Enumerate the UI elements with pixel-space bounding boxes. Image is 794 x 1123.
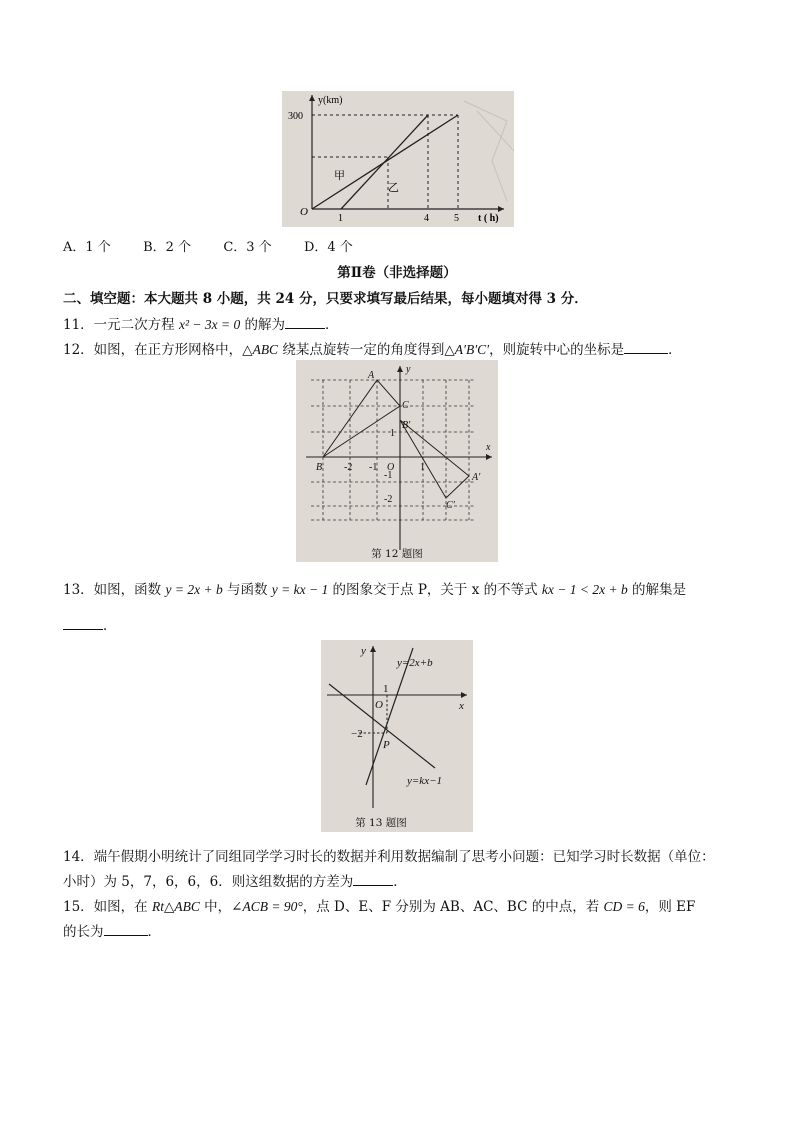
tick-y-1: 1 [390,428,395,439]
q13-function-1: y = 2x + b [165,582,223,597]
x-tick-1: 1 [338,213,343,224]
q11-prefix: 11．一元二次方程 [63,317,179,333]
question-13-answer-line [63,614,117,634]
question-14-line-1: 14．端午假期小明统计了同组同学学习时长的数据并利用数据编制了思考小问题：已知学习时长数据（单位： [63,849,715,865]
tick-x-neg1: -1 [369,462,378,473]
q12-prefix: 12．如图，在正方形网格中， [63,342,243,358]
label-a-prime: A′ [472,472,481,483]
distance-time-graph [282,91,514,227]
figure-13-graph [321,640,473,832]
tick-x-1: 1 [420,462,425,473]
q15-text: 的长为 [63,924,104,940]
question-12 [63,338,682,358]
q12-triangle-abc: △ABC [242,342,279,357]
label-c: C [402,400,409,411]
label-y: y [406,364,411,375]
label-b-prime: B′ [402,420,411,431]
q12-triangle-abc-prime: △A′B′C′ [444,342,490,357]
question-14-line-2 [63,870,407,890]
tick-y-neg2: -2 [384,494,393,505]
question-15-line-2 [63,920,161,940]
tick-x-neg2: -2 [344,462,353,473]
label-y-axis: y [361,645,366,657]
label-a: A [368,370,375,381]
q11-end: ． [325,317,339,333]
figure-12 [296,360,498,562]
q12-answer-blank[interactable] [624,340,668,354]
figure-12-grid [296,360,498,562]
q12-middle: 绕某点旋转一定的角度得到 [278,342,445,358]
q15-prefix: 15．如图，在 [63,899,152,915]
label-line-1: y=2x+b [397,657,433,669]
label-jia: 甲 [334,169,345,182]
q15-angle: ∠ACB = 90° [231,899,303,914]
q11-answer-blank[interactable] [285,315,325,329]
q13-inequality: kx − 1 < 2x + b [541,582,628,597]
section-heading: 二、填空题：本大题共 8 小题，共 24 分，只要求填写最后结果，每小题填对得 3 分． [63,291,588,307]
option-a: A．1 个 [63,240,111,255]
question-15-line-1 [63,895,695,915]
q15-cd: CD = 6 [603,899,645,914]
option-d: D．4 个 [303,240,353,255]
q14-text: 小时）为 5，7，6，6，6．则这组数据的方差为 [63,874,354,890]
figure-13 [321,640,473,832]
q14-answer-blank[interactable] [353,872,393,886]
q12-end: ． [668,342,682,358]
q13-suffix: 的解集是 [627,582,687,598]
label-x: x [486,442,491,453]
tick-1: 1 [383,683,389,695]
line-kx-minus-1 [329,684,435,768]
label-origin: O [375,699,383,711]
q13-answer-blank[interactable] [63,616,103,630]
q15-end: ． [147,924,161,940]
q15-mid3: ，则 EF [644,899,696,915]
label-x-axis: x [459,700,464,712]
x-tick-5: 5 [454,213,459,224]
q13-mid2: 的图象交于点 P，关于 x 的不等式 [328,582,542,598]
q11-equation: x² − 3x = 0 [178,317,241,332]
q13-prefix: 13．如图，函数 [63,582,166,598]
q15-triangle: Rt△ABC [151,899,200,914]
q15-mid2: ，点 D、E、F 分别为 AB、AC、BC 的中点，若 [302,899,604,915]
triangle-abc [323,380,400,457]
label-b: B [316,462,323,473]
distance-time-figure [282,91,514,227]
y-tick-300: 300 [288,111,303,122]
label-origin: O [387,462,395,473]
option-c: C．3 个 [223,240,272,255]
q15-mid1: 中， [199,899,232,915]
figure-13-caption: 第 13 题图 [355,817,407,829]
q13-mid1: 与函数 [222,582,272,598]
q15-answer-blank[interactable] [104,922,148,936]
q10-options [63,236,353,255]
label-c-prime: C′ [446,500,455,511]
q13-end: ． [103,618,117,634]
label-yi: 乙 [388,181,399,194]
origin-label: O [300,206,308,218]
section-title: 第Ⅱ卷（非选择题） [337,265,457,281]
y-axis-label: y(km) [318,95,343,106]
figure-12-caption: 第 12 题图 [371,548,423,560]
option-b: B．2 个 [143,240,192,255]
label-line-2: y=kx−1 [407,775,442,787]
q11-suffix: 的解为 [240,317,286,333]
q13-function-2: y = kx − 1 [271,582,329,597]
tick-neg2: −2 [351,728,363,740]
question-11 [63,313,339,333]
x-axis-label: t ( h) [478,213,499,224]
label-point-p: P [383,739,390,751]
q12-suffix: ，则旋转中心的坐标是 [489,342,625,358]
line-yi [341,115,428,209]
question-13 [63,578,686,598]
q14-end: ． [393,874,407,890]
tick-y-neg1: -1 [384,470,393,481]
x-tick-4: 4 [424,213,429,224]
